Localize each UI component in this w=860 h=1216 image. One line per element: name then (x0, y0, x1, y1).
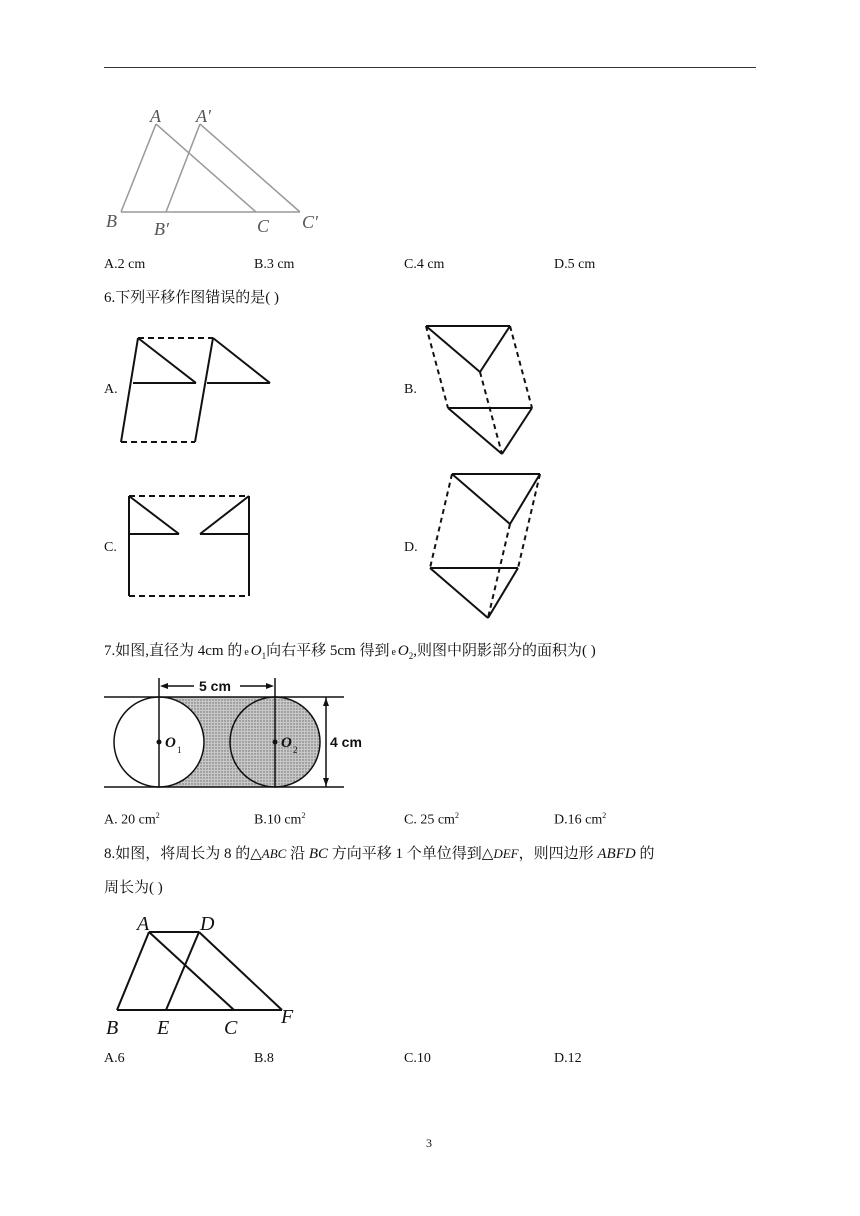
q5-option-b: B.3 cm (254, 257, 295, 272)
q7-option-b-sup: 2 (301, 811, 306, 820)
q8-label-b: B (106, 1017, 119, 1039)
page-number: 3 (426, 1136, 432, 1150)
q7-o1-sub: 1 (261, 651, 267, 661)
q5-option-a: A.2 cm (104, 257, 146, 272)
q7-option-b (254, 811, 305, 829)
q7-circles-figure (104, 672, 366, 794)
q7-stem-suffix: ,则图中阴影部分的面积为( ) (413, 643, 596, 659)
q8-stem-line1 (104, 842, 654, 863)
q7-stem-prefix: 7.如图,直径为 4cm 的 (104, 643, 243, 659)
q8-stem-line2: 周长为( ) (104, 880, 163, 896)
q5-label-b: B (106, 211, 117, 231)
q8-option-d: D.12 (554, 1051, 582, 1066)
q8-bc: BC (308, 846, 329, 862)
q8-def: DEF (493, 846, 519, 861)
q8-label-f: F (281, 1006, 294, 1028)
q8-label-d: D (200, 913, 215, 935)
q7-fig-o2-sub: 2 (293, 745, 298, 755)
q7-option-a-text: A. 20 cm (104, 812, 156, 828)
q7-o2: O (397, 643, 409, 659)
q5-label-c-prime: C′ (302, 212, 318, 232)
q6-option-a-label: A. (104, 382, 118, 397)
q6-figure-a (118, 330, 278, 448)
q8-option-a: A.6 (104, 1051, 125, 1066)
q5-option-d: D.5 cm (554, 257, 596, 272)
q6-option-b-label: B. (404, 382, 417, 397)
q8-stem-e: 的 (635, 846, 655, 862)
q6-figure-c (122, 488, 256, 604)
q8-stem-b: 沿 (286, 846, 309, 862)
q8-label-e: E (157, 1017, 170, 1039)
q6-figure-d (422, 468, 548, 624)
q7-option-b-text: B.10 cm (254, 812, 302, 828)
q7-option-a (104, 811, 160, 829)
q7-option-c (404, 811, 459, 829)
q7-option-d-text: D.16 cm (554, 812, 603, 828)
q5-label-a: A (150, 106, 161, 126)
q8-abfd: ABFD (597, 846, 636, 862)
q8-parallelogram-figure (104, 908, 304, 1042)
q7-fig-o1-sub: 1 (177, 745, 182, 755)
q7-option-d-sup: 2 (602, 811, 607, 820)
q7-fig-o2: O (281, 735, 292, 751)
q7-o1: O (250, 643, 262, 659)
q7-option-c-sup: 2 (454, 811, 459, 820)
q8-label-a: A (137, 913, 150, 935)
q8-stem-d: ，则四边形 (518, 846, 598, 862)
q8-abc: ABC (261, 846, 287, 861)
q6-option-d-label: D. (404, 540, 418, 555)
q8-stem-c: 方向平移 1 个单位得到△ (328, 846, 494, 862)
q7-height-label: 4 cm (330, 734, 362, 750)
q7-stem-mid: 向右平移 5cm 得到 (266, 643, 390, 659)
q8-stem-a: 8.如图，将周长为 8 的△ (104, 846, 262, 862)
q7-o2-sub: 2 (408, 651, 414, 661)
q5-option-c: C.4 cm (404, 257, 445, 272)
q7-option-c-text: C. 25 cm (404, 812, 455, 828)
q7-width-label: 5 cm (199, 678, 231, 694)
q6-option-c-label: C. (104, 540, 117, 555)
q7-circle-symbol-2: e (391, 647, 396, 658)
q5-triangles-figure (104, 102, 330, 242)
q6-figure-b (420, 320, 560, 460)
q7-option-d (554, 811, 606, 829)
q8-label-c: C (224, 1017, 238, 1039)
q7-fig-o1: O (165, 735, 176, 751)
q8-option-c: C.10 (404, 1051, 431, 1066)
q5-label-a-prime: A′ (196, 106, 211, 126)
q7-option-a-sup: 2 (155, 811, 160, 820)
q7-circle-symbol-1: e (244, 647, 249, 658)
q7-stem (104, 639, 596, 661)
q5-label-b-prime: B′ (154, 219, 169, 239)
q8-option-b: B.8 (254, 1051, 274, 1066)
header-rule (104, 67, 756, 68)
q5-label-c: C (257, 216, 270, 236)
q6-stem: 6.下列平移作图错误的是( ) (104, 290, 279, 306)
